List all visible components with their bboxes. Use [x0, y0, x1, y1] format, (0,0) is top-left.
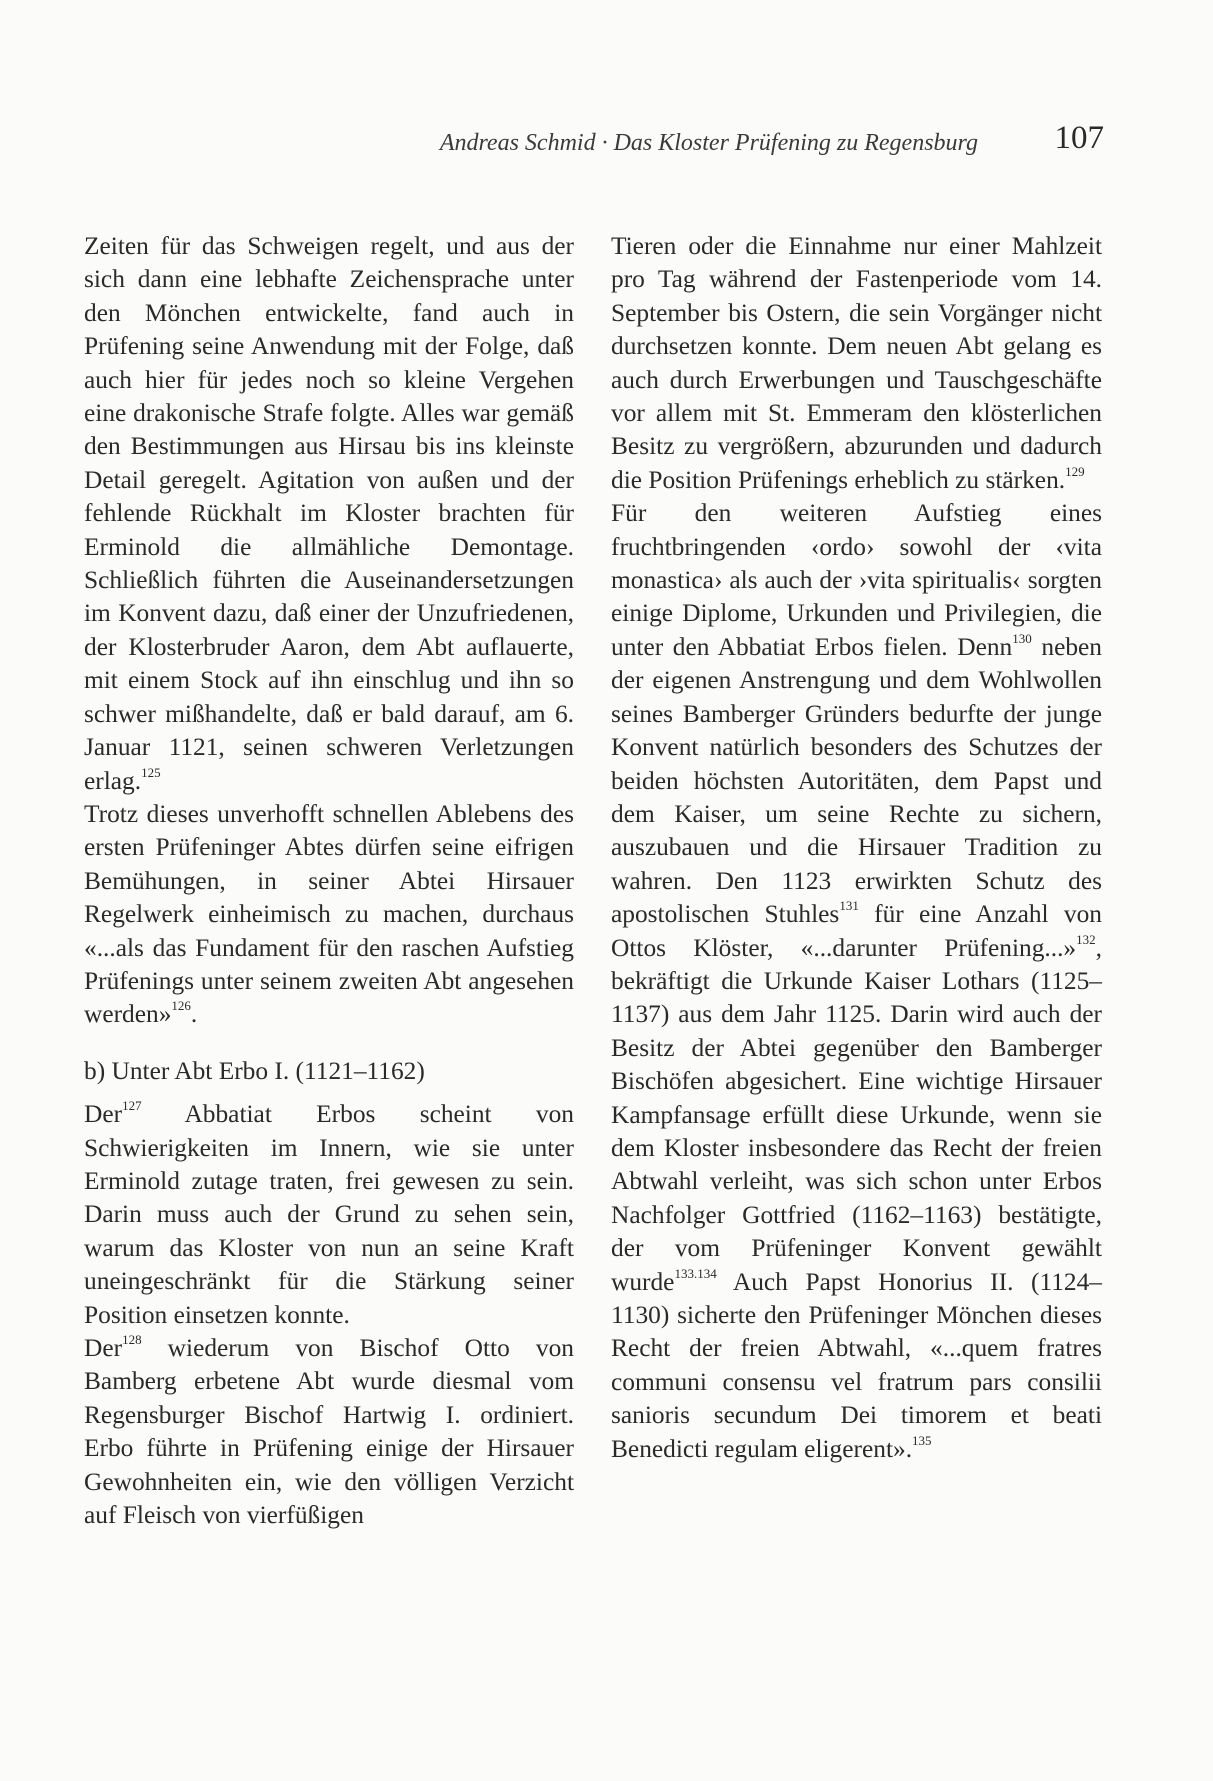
paragraph-text: Auch Papst Honorius II. (1124–1130) sicherte den Prüfeninger Mönchen dieses Recht der freien Abtwahl, «...quem fratres communi consensu vel fratrum pars consilii sanioris secundum Dei timorem et beati Benedicti regulam eligerent». — [611, 1267, 1102, 1463]
footnote-separator: . — [693, 1265, 698, 1281]
footnote-ref: 129 — [1065, 463, 1085, 479]
right-column — [611, 230, 1102, 1466]
footnote-ref: 134 — [697, 1265, 717, 1281]
section-heading: b) Unter Abt Erbo I. (1121–1162) — [84, 1056, 425, 1085]
running-header — [380, 118, 1104, 164]
running-head-title: Andreas Schmid · Das Kloster Prüfening zu Regensburg — [439, 130, 978, 156]
paragraph-text: Trotz dieses unverhofft schnellen Ablebens des ersten Prüfeninger Abtes dürfen seine eifrigen Bemühungen, in seiner Abtei Hirsauer Regelwerk einheimisch zu machen, durchaus «...als das Fundament für den raschen Aufstieg Prüfenings unter seinem zweiten Abt angesehen werden» — [84, 799, 574, 1029]
paragraph — [611, 497, 1102, 1466]
footnote-ref: 135 — [912, 1432, 932, 1448]
paragraph-text: wiederum von Bischof Otto von Bamberg erbetene Abt wurde diesmal vom Regensburger Bischof Hartwig I. ordiniert. Erbo führte in Prüfening einige der Hirsauer Gewohnheiten ein, wie den völligen Verzicht auf Fleisch von vierfüßigen — [84, 1334, 574, 1530]
footnote-ref: 130 — [1012, 630, 1032, 646]
left-column — [84, 230, 574, 1532]
paragraph-text: . — [190, 1000, 198, 1029]
paragraph — [84, 1332, 574, 1532]
paragraph-text: Der — [84, 1100, 123, 1129]
footnote-ref: 125 — [141, 764, 161, 780]
paragraph-text: Zeiten für das Schweigen regelt, und aus der sich dann eine lebhafte Zeichensprache unter den Mönchen entwickelte, fand auch in Prüfening seine Anwendung mit der Folge, daß auch hier für jedes noch so kleine Vergehen eine drakonische Strafe folgte. Alles war gemäß den Bestimmungen aus Hirsau bis ins kleinste Detail geregelt. Agitation von außen und der fehlende Rückhalt im Kloster brachten für Erminold die allmähliche Demontage. Schließlich führten die Auseinandersetzungen im Konvent dazu, daß einer der Unzufriedenen, der Klosterbruder Aaron, dem Abt auflauerte, mit einem Stock auf ihn einschlug und ihn so schwer mißhandelte, daß er bald darauf, am 6. Januar 1121, seinen schweren Verletzungen erlag. — [84, 232, 574, 795]
footnote-ref: 131 — [839, 898, 859, 914]
paragraph — [84, 798, 574, 1032]
paragraph-text: für eine Anzahl von Ottos Klöster, «...darunter Prüfening...» — [611, 900, 1102, 962]
paragraph-text: Der — [84, 1334, 123, 1362]
paragraph-text: neben der eigenen Anstrengung und dem Wohlwollen seines Bamberger Gründers bedurfte der junge Konvent natürlich besonders des Schutzes der beiden höchsten Autoritäten, dem Papst und dem Kaiser, um seine Rechte zu sichern, auszubauen und die Hirsauer Tradition zu wahren. Den 1123 erwirkten Schutz des apostolischen Stuhles — [611, 632, 1102, 929]
paragraph-text: Tieren oder die Einnahme nur einer Mahlzeit pro Tag während der Fastenperiode vom 14. September bis Ostern, die sein Vorgänger nicht durchsetzen konnte. Dem neuen Abt gelang es auch durch Erwerbungen und Tauschgeschäfte vor allem mit St. Emmeram den klösterlichen Besitz zu vergrößern, abzurunden und dadurch die Position Prüfenings erheblich zu stärken. — [611, 232, 1102, 494]
footnote-ref: 127 — [122, 1098, 142, 1114]
page-number: 107 — [1054, 120, 1104, 156]
paragraph-text: Abbatiat Erbos scheint von Schwierigkeiten im Innern, wie sie unter Erminold zutage traten, frei gewesen zu sein. Darin muss auch der Grund zu sehen sein, warum das Kloster von nun an seine Kraft uneingeschränkt für die Stärkung seiner Position einsetzen konnte. — [84, 1100, 574, 1329]
paragraph-text: , bekräftigt die Urkunde Kaiser Lothars (1125–1137) aus dem Jahr 1125. Darin wird auch der Besitz der Abtei gegenüber den Bamberger Bischöfen abgesichert. Eine wichtige Hirsauer Kampfansage erfüllt diese Urkunde, wenn sie dem Kloster insbesondere das Recht der freien Abtwahl verleiht, was sich schon unter Erbos Nachfolger Gottfried (1162–1163) bestätigte, der vom Prüfeninger Konvent gewählt wurde — [611, 933, 1102, 1296]
paragraph — [611, 230, 1102, 497]
footnote-ref: 132 — [1076, 931, 1096, 947]
footnote-ref: 128 — [122, 1332, 142, 1347]
paragraph — [84, 1098, 574, 1332]
footnote-ref: 126 — [171, 998, 191, 1014]
footnote-ref: 133 — [674, 1265, 694, 1281]
paragraph — [84, 230, 574, 798]
paragraph-text: Für den weiteren Aufstieg eines fruchtbringenden ‹ordo› sowohl der ‹vita monastica› als auch der ›vita spiritualis‹ sorgten einige Diplome, Urkunden und Privilegien, die unter den Abbatiat Erbos fielen. Denn — [611, 499, 1102, 661]
